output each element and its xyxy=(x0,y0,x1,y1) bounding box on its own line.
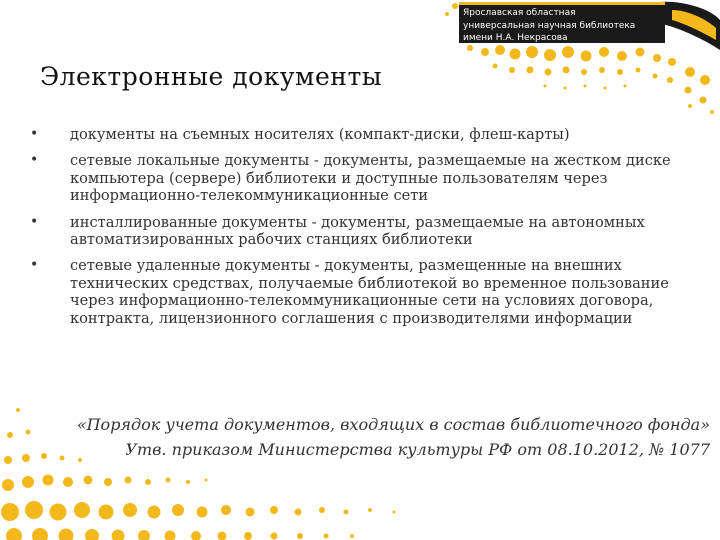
source-line-1: «Порядок учета документов, входящих в состав библиотечного фонда» xyxy=(76,415,710,434)
source-line-2: Утв. приказом Министерства культуры РФ от 08.10.2012, № 1077 xyxy=(125,440,710,459)
list-item-text: сетевые локальные документы - документы, размещаемые на жестком диске компьютера (сервере) библиотеки и доступные пользователям через информационно-телекоммуникационные сети xyxy=(70,152,671,205)
bullet-icon: • xyxy=(30,257,39,274)
list-item xyxy=(30,214,680,249)
list-item xyxy=(30,257,680,327)
document-type-list xyxy=(30,126,680,336)
list-item xyxy=(30,152,680,204)
list-item xyxy=(30,126,680,143)
logo-line-1: Ярославская областная xyxy=(463,8,576,18)
bullet-icon: • xyxy=(30,126,39,142)
logo-line-2: универсальная научная библиотека xyxy=(463,20,636,31)
bullet-icon: • xyxy=(30,152,39,169)
list-item-text: инсталлированные документы - документы, размещаемые на автономных автоматизированных рабочих станциях библиотеки xyxy=(70,213,645,249)
slide-title: Электронные документы xyxy=(40,62,383,91)
logo-line-3: имени Н.А. Некрасова xyxy=(463,33,568,43)
list-item-text: сетевые удаленные документы - документы, размещенные на внешних технических средствах, получаемые библиотекой во временное пользование через информационно-телекоммуникационные сети на условиях договора, контракта, лицензионного соглашения с производителями информации xyxy=(70,257,669,327)
library-logo xyxy=(459,2,665,43)
bullet-icon: • xyxy=(30,213,39,230)
list-item-text: документы на съемных носителях (компакт-диски, флеш-карты) xyxy=(70,126,570,143)
decorative-dots-bottom xyxy=(0,340,720,540)
